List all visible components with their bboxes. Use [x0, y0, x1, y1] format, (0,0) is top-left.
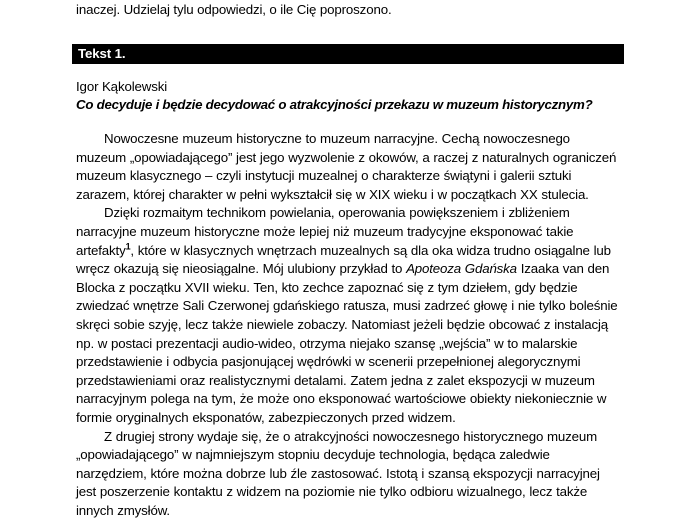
- carryover-text-block: [76, 0, 622, 19]
- italic-title-run: Apoteoza Gdańska: [406, 261, 517, 277]
- article-body: [76, 130, 622, 520]
- section-header-bar: [72, 44, 624, 64]
- paragraph-1: Nowoczesne muzeum historyczne to muzeum narracyjne. Cechą nowoczesnego muzeum „opowiadającego” jest jego wyzwolenie z okowów, a raczej z naturalnych ograniczeń muzeum klasycznego – czyli instytucji muzealnej o charakterze świątyni i galerii sztuki zarazem, której charakter w pełni wykształcił się w XIX wieku i w początkach XX stulecia.: [76, 131, 617, 202]
- footnote-marker: 1: [125, 241, 131, 252]
- article-block: [76, 78, 622, 520]
- carryover-instruction-line: inaczej. Udzielaj tylu odpowiedzi, o ile Cię poproszono.: [76, 2, 392, 17]
- article-title: Co decyduje i będzie decydować o atrakcyjności przekazu w muzeum historycznym?: [76, 97, 593, 112]
- section-header-label: Tekst 1.: [78, 46, 126, 61]
- paragraph-2: Dzięki rozmaitym technikom powielania, operowania powiększeniem i zbliżeniem narracyjne muzeum historyczne może lepiej niż muzeum tradycyjne eksponować takie artefakty$^1$, które w klasycznych wnętrzach muzealnych są dla oka widza trudno osiągalne lub wręcz okazują się nieosiągalne. Mój ulubiony przykład to Apoteoza Gdańska Izaaka van den Blocka z początku XVII wieku. Ten, kto zechce zapoznać się z tym dziełem, gdy będzie zwiedzać wnętrze Sali Czerwonej gdańskiego ratusza, musi zadrzeć głowę i nie tylko boleśnie skręci sobie szyję, lecz także niewiele zobaczy. Natomiast jeżeli będzie obcować z instalacją np. w postaci prezentacji audio-wideo, otrzyma niejako szansę „wejścia” w to malarskie przedstawienie i odbycia pasjonującej wędrówki w scenerii przepełnionej alegorycznymi przedstawieniami oraz realistycznymi detalami. Zatem jedna z zalet ekspozycji w muzeum narracyjnym polega na tym, że może ono eksponować wartościowe obiekty niekoniecznie w formie oryginalnych eksponatów, zabezpieczonych przed widzem.: [76, 205, 618, 425]
- article-author: Igor Kąkolewski: [76, 79, 168, 94]
- paragraph-3: Z drugiej strony wydaje się, że o atrakcyjności nowoczesnego historycznego muzeum „opowiadającego” w najmniejszym stopniu decyduje technologia, będąca zaledwie narzędziem, które można dobrze lub źle zastosować. Istotą i szansą ekspozycji narracyjnej jest poszerzenie kontaktu z widzem na poziomie nie tylko odbioru wizualnego, lecz także innych zmysłów.: [76, 428, 600, 518]
